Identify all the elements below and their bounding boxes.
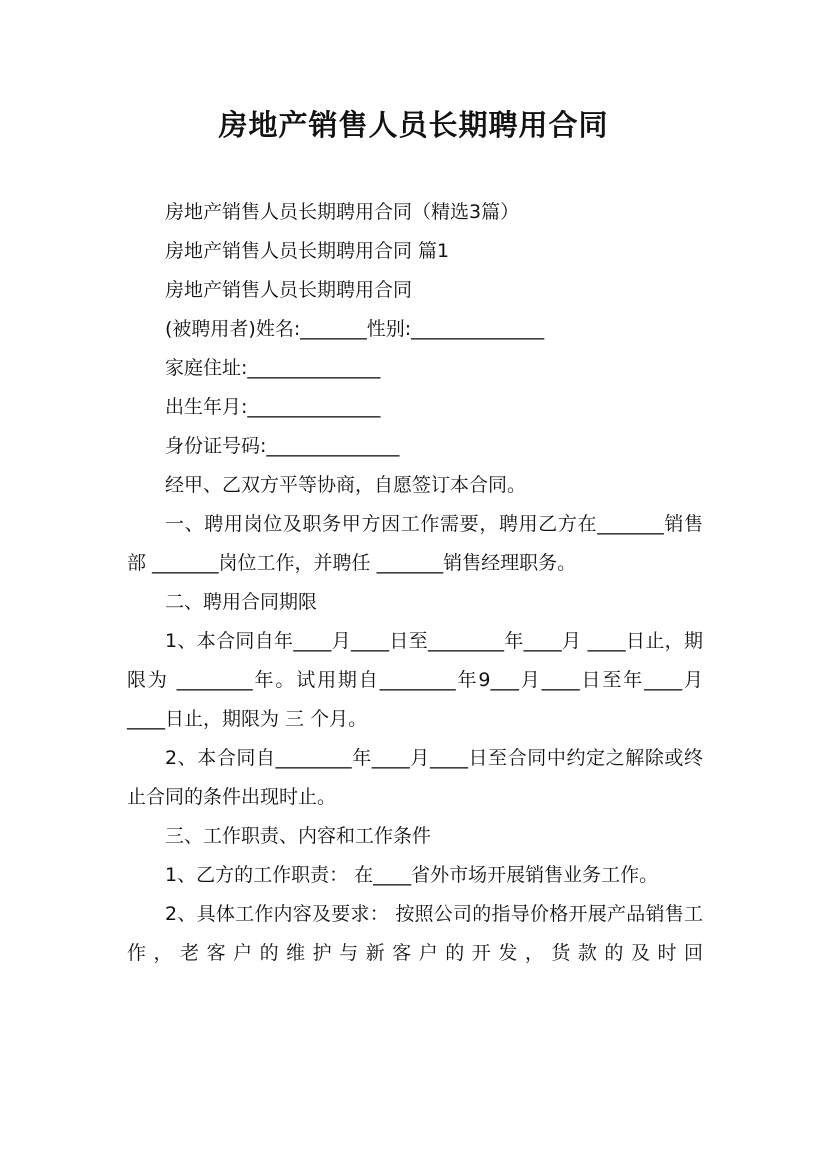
paragraph-section-1: 一、聘用岗位及职务甲方因工作需要，聘用乙方在_______销售部 _______岗位工作，并聘任 _______销售经理职务。 (127, 513, 703, 574)
paragraph-duty-1: 1、乙方的工作职责： 在____省外市场开展销售业务工作。 (165, 864, 659, 886)
paragraph-name-gender: (被聘用者)姓名:_______性别:______________ (165, 318, 545, 340)
document-body (127, 193, 703, 973)
document-title: 房地产销售人员长期聘用合同 (218, 108, 609, 142)
paragraph-term-2: 2、本合同自________年____月____日至合同中约定之解除或终止合同的条件出现时止。 (127, 747, 703, 808)
paragraph-contract-name: 房地产销售人员长期聘用合同 (165, 279, 413, 301)
paragraph-birth-date: 出生年月:______________ (165, 396, 381, 418)
paragraph-duty-2: 2、具体工作内容及要求： 按照公司的指导价格开展产品销售工作，老客户的维护与新客户的开发，货款的及时回 (127, 903, 703, 964)
paragraph-address: 家庭住址:______________ (165, 357, 381, 379)
paragraph-id-number: 身份证号码:______________ (165, 435, 400, 457)
paragraph-term-1: 1、本合同自年____月____日至________年____月 ____日止，期限为 ________年。试用期自________年9___月____日至年____月 ____日止，期限为 三 个月。 (127, 630, 703, 730)
paragraph-subtitle: 房地产销售人员长期聘用合同（精选3篇） (165, 201, 520, 223)
paragraph-agreement: 经甲、乙双方平等协商，自愿签订本合同。 (165, 474, 527, 496)
paragraph-part-heading: 房地产销售人员长期聘用合同 篇1 (165, 240, 450, 262)
paragraph-section-2-heading: 二、聘用合同期限 (165, 591, 318, 613)
paragraph-section-3-heading: 三、工作职责、内容和工作条件 (165, 825, 432, 847)
